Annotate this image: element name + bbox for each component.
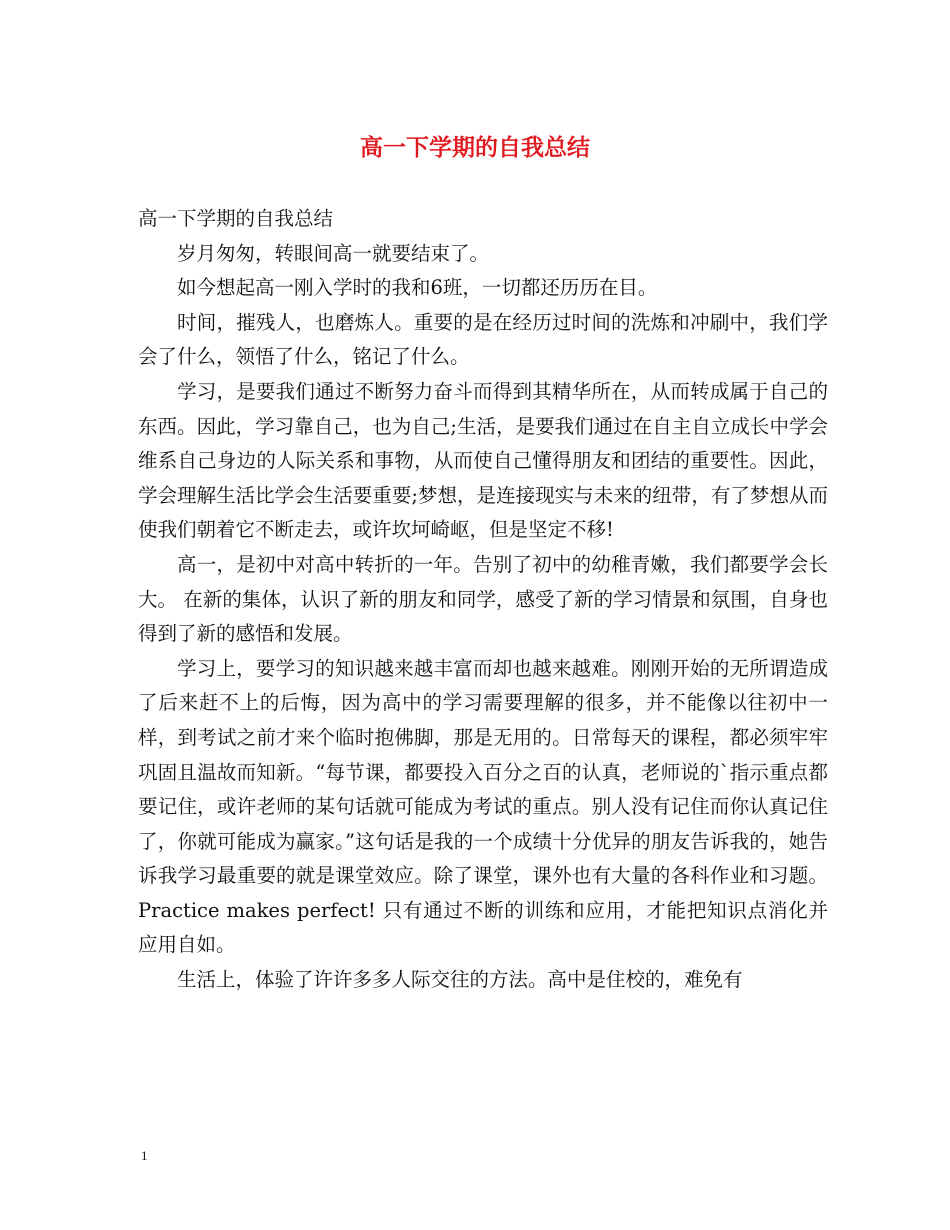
body-paragraph: 如今想起高一刚入学时的我和6班，一切都还历历在目。 — [177, 276, 658, 300]
body-paragraph: 岁月匆匆，转眼间高一就要结束了。 — [177, 241, 490, 265]
page-number: 1 — [141, 1148, 148, 1163]
body-paragraph: 生活上，体验了许许多多人际交往的方法。高中是住校的，难免有 — [177, 968, 743, 992]
document-body — [138, 202, 828, 998]
body-paragraph: 时间，摧残人，也磨炼人。重要的是在经历过时间的洗炼和冲刷中，我们学会了什么，领悟了什么，铭记了什么。 — [138, 310, 828, 369]
body-paragraph: 学习，是要我们通过不断努力奋斗而得到其精华所在，从而转成属于自己的东西。因此，学习靠自己，也为自己;生活，是要我们通过在自主自立成长中学会维系自己身边的人际关系和事物，从而使自己懂得朋友和团结的重要性。因此，学会理解生活比学会生活要重要;梦想，是连接现实与未来的纽带，有了梦想从而使我们朝着它不断走去，或许坎坷崎岖，但是坚定不移! — [138, 379, 828, 542]
body-paragraph: 高一，是初中对高中转折的一年。告别了初中的幼稚青嫩，我们都要学会长大。 在新的集体，认识了新的朋友和同学，感受了新的学习情景和氛围，自身也得到了新的感悟和发展。 — [138, 552, 828, 646]
document-title: 高一下学期的自我总结 — [360, 134, 590, 161]
body-paragraph: 学习上，要学习的知识越来越丰富而却也越来越难。刚刚开始的无所谓造成了后来赶不上的后悔，因为高中的学习需要理解的很多，并不能像以往初中一样，到考试之前才来个临时抱佛脚，那是无用的。日常每天的课程，都必须牢牢巩固且温故而知新。“每节课，都要投入百分之百的认真，老师说的`指示重点都要记住，或许老师的某句话就可能成为考试的重点。别人没有记住而你认真记住了，你就可能成为赢家。”这句话是我的一个成绩十分优异的朋友告诉我的，她告诉我学习最重要的就是课堂效应。除了课堂，课外也有大量的各科作业和习题。Practice makes perfect! 只有通过不断的训练和应用，才能把知识点消化并应用自如。 — [138, 656, 828, 957]
body-paragraph-heading: 高一下学期的自我总结 — [138, 207, 334, 230]
